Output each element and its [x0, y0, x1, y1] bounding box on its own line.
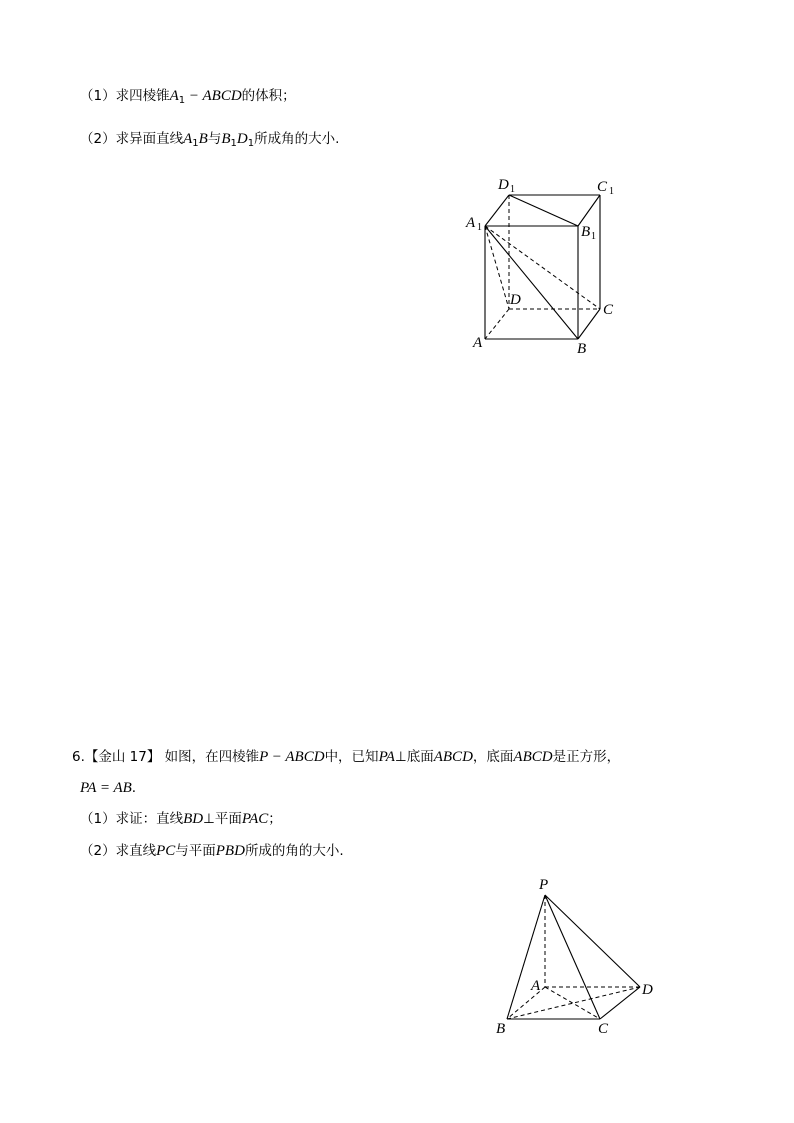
- hidden-edge-da: [485, 309, 509, 339]
- problem5-q2: （2）求异面直线$A_1B$与$B_1D_1$所成角的大小.: [80, 131, 340, 149]
- problem6-statement-line2: PA = AB.: [80, 780, 137, 796]
- label-a1: A: [466, 215, 476, 231]
- edge-bc: [578, 309, 600, 339]
- label-b: B: [496, 1021, 506, 1037]
- edge-d1a1: [485, 195, 509, 226]
- edge-cd: [600, 987, 640, 1019]
- edge-pb: [507, 895, 545, 1019]
- label-d1: D: [498, 177, 509, 193]
- label-c: C: [598, 1021, 609, 1037]
- problem5-q1: （1）求四棱锥$A_1$ − ABCD的体积；: [80, 88, 296, 106]
- label-b1-sub: 1: [591, 231, 596, 242]
- label-c1: C: [597, 179, 608, 195]
- label-p: P: [539, 877, 549, 893]
- problem6-statement-line1: 6.【金山 17】 如图，在四棱锥P − ABCD中，已知PA⊥底面ABCD，底面ABCD是正方形，: [72, 749, 621, 765]
- label-c: C: [603, 302, 614, 318]
- label-b1: B: [581, 224, 591, 240]
- edge-c1b1: [578, 195, 600, 226]
- label-c1-sub: 1: [609, 186, 614, 197]
- problem6-q2: （2）求直线PC与平面PBD所成的角的大小.: [80, 843, 344, 859]
- segment-d1b1: [509, 195, 578, 226]
- label-d: D: [642, 982, 653, 998]
- problem6-q1: （1）求证：直线BD⊥平面PAC；: [80, 811, 282, 827]
- label-d: D: [510, 292, 521, 308]
- label-a1-sub: 1: [477, 222, 482, 233]
- hidden-segment-ac: [545, 987, 600, 1019]
- label-b: B: [577, 341, 587, 357]
- hidden-segment-a1d: [485, 226, 509, 309]
- edge-pc: [545, 895, 600, 1019]
- label-d1-sub: 1: [510, 184, 515, 195]
- label-a: A: [531, 978, 541, 994]
- label-a: A: [473, 335, 483, 351]
- edge-pd: [545, 895, 640, 987]
